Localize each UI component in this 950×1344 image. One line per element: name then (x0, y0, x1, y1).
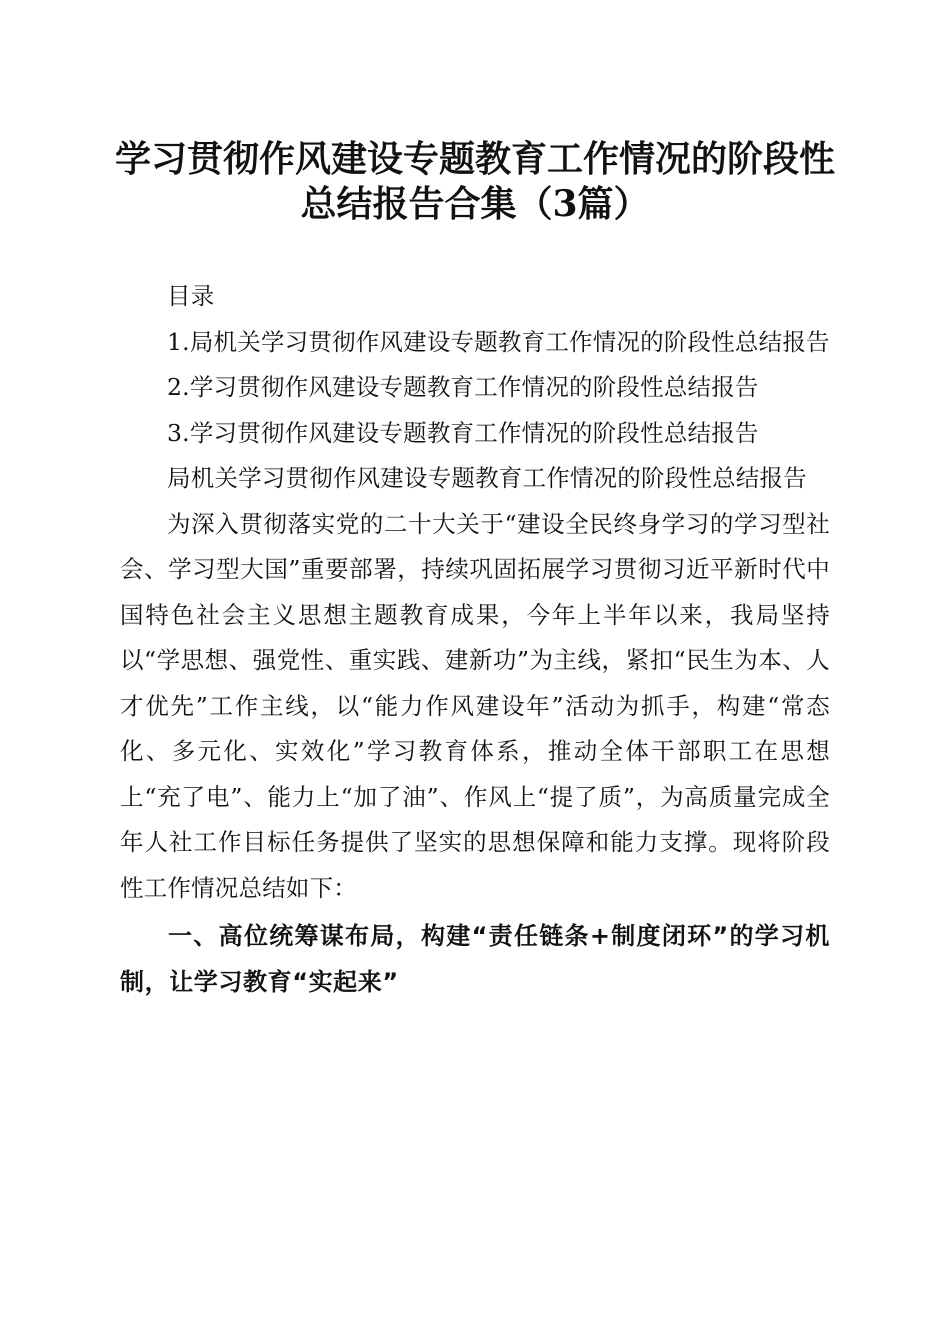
article-title: 局机关学习贯彻作风建设专题教育工作情况的阶段性总结报告 (167, 464, 807, 492)
toc-item-2: 2.学习贯彻作风建设专题教育工作情况的阶段性总结报告 (167, 373, 759, 401)
intro-paragraph: 为深入贯彻落实党的二十大关于“建设全民终身学习的学习型社会、学习型大国”重要部署，持续巩固拓展学习贯彻习近平新时代中国特色社会主义思想主题教育成果，今年上半年以来，我局坚持以“学思想、强党性、重实践、建新功”为主线，紧扣“民生为本、人才优先”工作主线，以“能力作风建设年”活动为抓手，构建“常态化、多元化、实效化”学习教育体系，推动全体干部职工在思想上“充了电”、能力上“加了油”、作风上“提了质”，为高质量完成全年人社工作目标任务提供了坚实的思想保障和能力支撑。现将阶段性工作情况总结如下： (120, 509, 830, 902)
toc-heading: 目录 (167, 282, 215, 310)
section-heading-1: 一、高位统筹谋布局，构建“责任链条+制度闭环”的学习机制，让学习教育“实起来” (120, 922, 830, 996)
document-title-line-2: 总结报告合集（3篇） (300, 183, 650, 225)
document-body (120, 274, 830, 1005)
toc-item-1: 1.局机关学习贯彻作风建设专题教育工作情况的阶段性总结报告 (167, 327, 830, 356)
document-title-line-1: 学习贯彻作风建设专题教育工作情况的阶段性 (114, 138, 835, 180)
toc-item-3: 3.学习贯彻作风建设专题教育工作情况的阶段性总结报告 (167, 418, 759, 447)
